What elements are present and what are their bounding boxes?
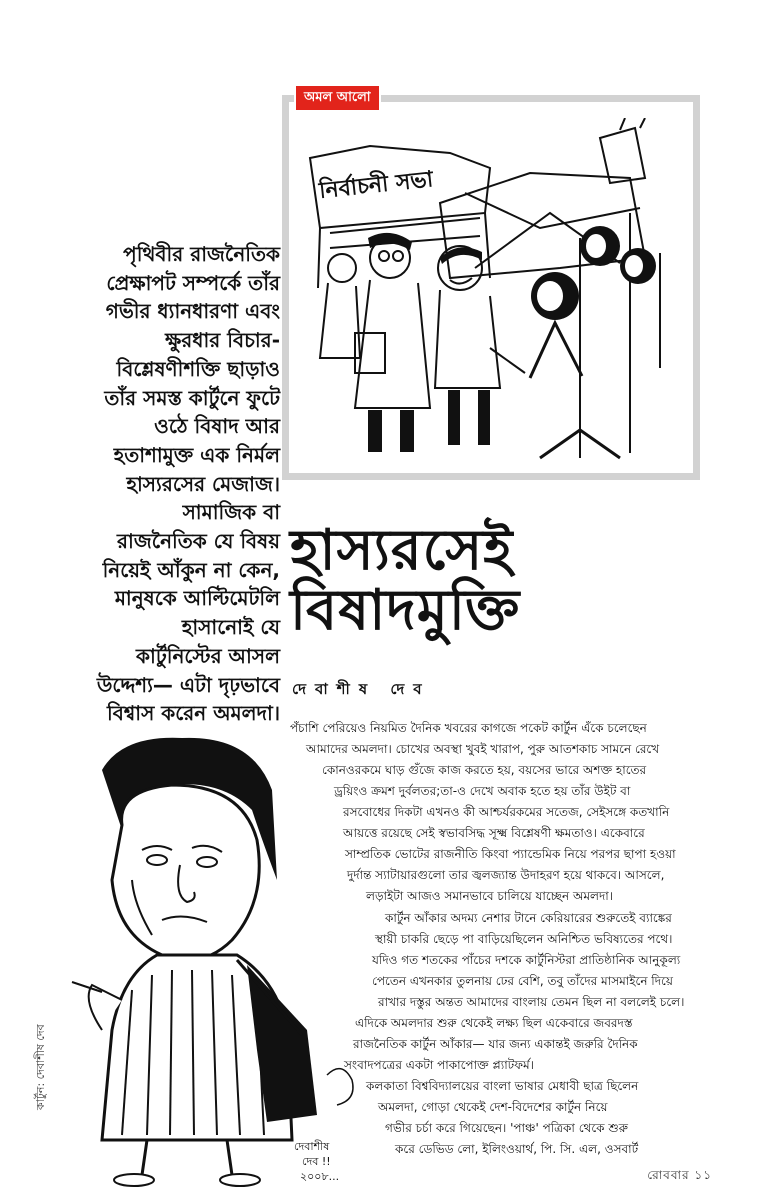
- page-folio: রোববার ১১: [647, 1168, 712, 1182]
- article-line: লড়াইটা আজও সমানভাবে চালিয়ে যাচ্ছেন অমলদা।: [366, 889, 614, 903]
- cartoon-credit: কার্টুন: দেবাশীষ দেব: [34, 1024, 47, 1110]
- byline: দেবাশীষ দেব: [292, 680, 431, 698]
- pull-quote-line: উদ্দেশ্য— এটা দৃঢ়ভাবে: [96, 672, 280, 697]
- pull-quote-line: গভীর ধ্যানধারণা এবং: [105, 299, 280, 324]
- pull-quote-line: হাসানোই যে: [181, 615, 280, 640]
- pull-quote-line: বিশ্লেষণীশক্তি ছাড়াও: [116, 356, 280, 381]
- signature: ২০০৮...: [300, 1170, 340, 1183]
- article-line: আয়ত্তে রয়েছে সেই স্বভাবসিদ্ধ সূক্ষ্ম বিশ্লেষণী ক্ষমতাও। একেবারে: [343, 826, 645, 840]
- article-line: পেতেন এখনকার তুলনায় ঢের বেশি, তবু তাঁদের মাসমাইনে দিয়ে: [372, 974, 673, 988]
- article-line: স্থায়ী চাকরি ছেড়ে পা বাড়িয়েছিলেন অনিশ্চিত ভবিষ্যতের পথে।: [375, 932, 673, 946]
- headline: [290, 517, 521, 643]
- pull-quote: [38, 240, 280, 728]
- article-line: করে ডেভিড লো, ইলিংওয়ার্থ, পি. সি. এল, ওসবার্ট: [395, 1142, 639, 1156]
- headline-line-1: হাস্যরসেই: [290, 517, 514, 583]
- pull-quote-line: মানুষকে আল্টিমেটলি: [114, 586, 280, 611]
- pull-quote-line: ওঠে বিষাদ আর: [154, 414, 280, 439]
- pull-quote-line: সামাজিক বা: [182, 500, 280, 525]
- pull-quote-line: নিয়েই আঁকুন না কেন,: [102, 557, 280, 582]
- cartoon-sign-text: নির্বাচনী সভা: [318, 167, 435, 204]
- article-line: অমলদা, গোড়া থেকেই দেশ-বিদেশের কার্টুন নিয়ে: [378, 1100, 608, 1114]
- pull-quote-line: ক্ষুরধার বিচার-: [165, 328, 280, 353]
- article-line: এদিকে অমলদার শুরু থেকেই লক্ষ্য ছিল একেবারে জবরদস্ত: [355, 1016, 633, 1030]
- article-line: কোনওরকমে ঘাড় গুঁজে কাজ করতে হয়, বয়সের ভারে অশক্ত হাতের: [322, 763, 647, 777]
- section-badge: অমল আলো: [294, 84, 381, 112]
- article-line: রাখার দস্তুর অন্তত আমাদের বাংলায় তেমন ছিল না বললেই চলে।: [378, 995, 685, 1009]
- signature: দেব !!: [302, 1155, 331, 1168]
- article-line: কলকাতা বিশ্ববিদ্যালয়ের বাংলা ভাষার মেধাবী ছাত্র ছিলেন: [366, 1079, 639, 1093]
- article-line: কার্টুন আঁকার অদম্য নেশার টানে কেরিয়ারের শুরুতেই ব্যাঙ্কের: [385, 911, 672, 925]
- signature: দেবাশীষ: [294, 1140, 330, 1153]
- pull-quote-line: তাঁর সমস্ত কার্টুনে ফুটে: [104, 385, 280, 410]
- article-line: রসবোধের দিকটা এখনও কী আশ্চর্যরকমের সতেজ, সেইসঙ্গে কতখানি: [343, 805, 670, 819]
- pull-quote-line: রাজনৈতিক যে বিষয়: [117, 529, 280, 554]
- article-line: সংবাদপত্রের একটা পাকাপোক্ত প্ল্যাটফর্ম।: [344, 1058, 534, 1072]
- article-line: ড্রয়িংও ক্রমশ দুর্বলতর;তা-ও দেখে অবাক হতে হয় তাঁর উইট বা: [334, 784, 631, 798]
- article-line: সাম্প্রতিক ভোটের রাজনীতি কিংবা প্যান্ডেমিক নিয়ে পরপর ছাপা হওয়া: [345, 847, 676, 861]
- pull-quote-line: পৃথিবীর রাজনৈতিক: [123, 242, 280, 266]
- article-line: দুর্দান্ত স্যাটায়ারগুলো তার জ্বলজ্যান্ত উদাহরণ হয়ে থাকবে। আসলে,: [347, 868, 665, 882]
- article-line: যদিও গত শতকের পাঁচের দশকে কার্টুনিস্টরা প্রাতিষ্ঠানিক আনুকূল্য: [372, 953, 681, 967]
- pull-quote-line: বিশ্বাস করেন অমলদা।: [107, 701, 280, 726]
- pull-quote-line: কার্টুনিস্টের আসল: [136, 643, 280, 668]
- article-line: রাজনৈতিক কার্টুন আঁকার— যার জন্য একান্তই জরুরি দৈনিক: [353, 1037, 638, 1051]
- pull-quote-line: হতাশামুক্ত এক নির্মল: [113, 442, 280, 467]
- article-line: গভীর চর্চা করে গিয়েছেন। 'পাঞ্চ' পত্রিকা থেকে শুরু: [385, 1121, 628, 1135]
- headline-line-2: বিষাদমুক্তি: [290, 577, 521, 643]
- pull-quote-line: প্রেক্ষাপট সম্পর্কে তাঁর: [106, 270, 280, 295]
- article-line: পঁচাশি পেরিয়েও নিয়মিত দৈনিক খবরের কাগজে পকেট কার্টুন এঁকে চলেছেন: [290, 721, 647, 735]
- election-rally-cartoon: [300, 118, 688, 470]
- article-line: আমাদের অমলদা। চোখের অবস্থা খুবই খারাপ, পুরু আতশকাচ সামনে রেখে: [306, 742, 660, 756]
- pull-quote-line: হাস্যরসের মেজাজ।: [126, 471, 280, 496]
